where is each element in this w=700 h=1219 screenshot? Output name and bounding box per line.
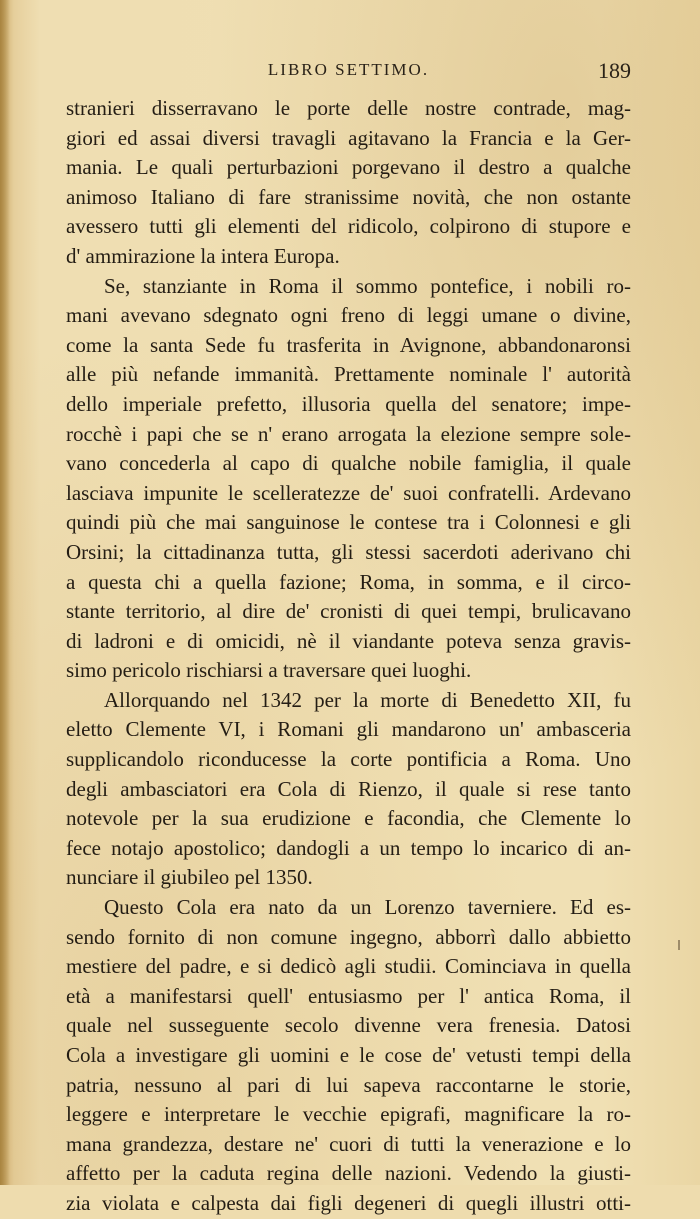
margin-mark <box>678 940 680 950</box>
running-title: LIBRO SETTIMO. <box>267 60 430 79</box>
text-line: animoso Italiano di fare stranissime novità, che non ostante <box>66 184 631 209</box>
text-line: Questo Cola era nato da un Lorenzo taverniere. Ed es- <box>104 895 631 920</box>
text-line: vano concederla al capo di qualche nobile famiglia, il quale <box>66 451 631 476</box>
text-line: mestiere del padre, e si dedicò agli studii. Cominciava in quella <box>66 954 631 979</box>
text-line: età a manifestarsi quell' entusiasmo per l' antica Roma, il <box>66 983 631 1008</box>
text-line: giori ed assai diversi travagli agitavano la Francia e la Ger- <box>66 125 631 150</box>
text-line: notevole per la sua erudizione e facondia, che Clemente lo <box>66 806 631 831</box>
running-head <box>66 60 631 86</box>
text-line: mania. Le quali perturbazioni porgevano il destro a qualche <box>66 155 631 180</box>
text-line: eletto Clemente VI, i Romani gli mandarono un' ambasceria <box>66 717 631 742</box>
text-line: come la santa Sede fu trasferita in Avignone, abbandonaronsi <box>66 332 631 357</box>
text-line: Orsini; la cittadinanza tutta, gli stessi sacerdoti aderivano chi <box>66 539 631 564</box>
text-line: stranieri disserravano le porte delle nostre contrade, mag- <box>66 96 631 120</box>
text-line: zia violata e calpesta dai figli degeneri di quegli illustri otti- <box>66 1190 631 1215</box>
text-line: Allorquando nel 1342 per la morte di Benedetto XII, fu <box>104 687 631 712</box>
text-line: simo pericolo rischiarsi a traversare quei luoghi. <box>66 658 472 683</box>
text-line: Se, stanziante in Roma il sommo pontefice, i nobili ro- <box>104 273 631 298</box>
text-line: leggere e interpretare le vecchie epigrafi, magnificare la ro- <box>66 1102 631 1127</box>
text-line: patria, nessuno al pari di lui sapeva raccontarne le storie, <box>66 1072 631 1097</box>
text-line: lasciava impunite le scelleratezze de' suoi confratelli. Ardevano <box>66 480 631 505</box>
text-line: quindi più che mai sanguinose le contese tra i Colonnesi e gli <box>66 510 631 535</box>
text-line: Cola a investigare gli uomini e le cose de' vetusti tempi della <box>66 1043 631 1067</box>
text-line: degli ambasciatori era Cola di Rienzo, il quale si rese tanto <box>66 776 631 801</box>
text-line: stante territorio, al dire de' cronisti di quei tempi, brulicavano <box>66 599 631 624</box>
text-line: mana grandezza, destare ne' cuori di tutti la venerazione e lo <box>66 1131 631 1156</box>
text-line: quale nel susseguente secolo divenne vera frenesia. Datosi <box>66 1013 631 1038</box>
page-number: 189 <box>598 58 631 83</box>
text-line: d' ammirazione la intera Europa. <box>66 243 340 268</box>
text-line: rocchè i papi che se n' erano arrogata la elezione sempre sole- <box>66 421 631 446</box>
page-spine-shadow <box>0 0 10 1185</box>
text-line: affetto per la caduta regina delle nazioni. Vedendo la giusti- <box>66 1161 631 1186</box>
text-line: fece notajo apostolico; dandogli a un tempo lo incarico di an- <box>66 835 631 860</box>
text-line: dello imperiale prefetto, illusoria quella del senatore; impe- <box>66 391 631 416</box>
text-line: alle più nefande immanità. Prettamente nominale l' autorità <box>66 362 631 387</box>
body-text <box>66 94 631 1219</box>
text-line: mani avevano sdegnato ogni freno di leggi umane o divine, <box>66 303 631 328</box>
text-line: a questa chi a quella fazione; Roma, in somma, e il circo- <box>66 569 631 594</box>
text-line: di ladroni e di omicidi, nè il viandante poteva senza gravis- <box>66 628 631 653</box>
text-line: sendo fornito di non comune ingegno, abborrì dallo abbietto <box>66 924 631 949</box>
text-line: nunciare il giubileo pel 1350. <box>66 865 313 890</box>
text-line: avessero tutti gli elementi del ridicolo, colpirono di stupore e <box>66 214 631 239</box>
text-line: supplicandolo riconducesse la corte pontificia a Roma. Uno <box>66 747 631 772</box>
